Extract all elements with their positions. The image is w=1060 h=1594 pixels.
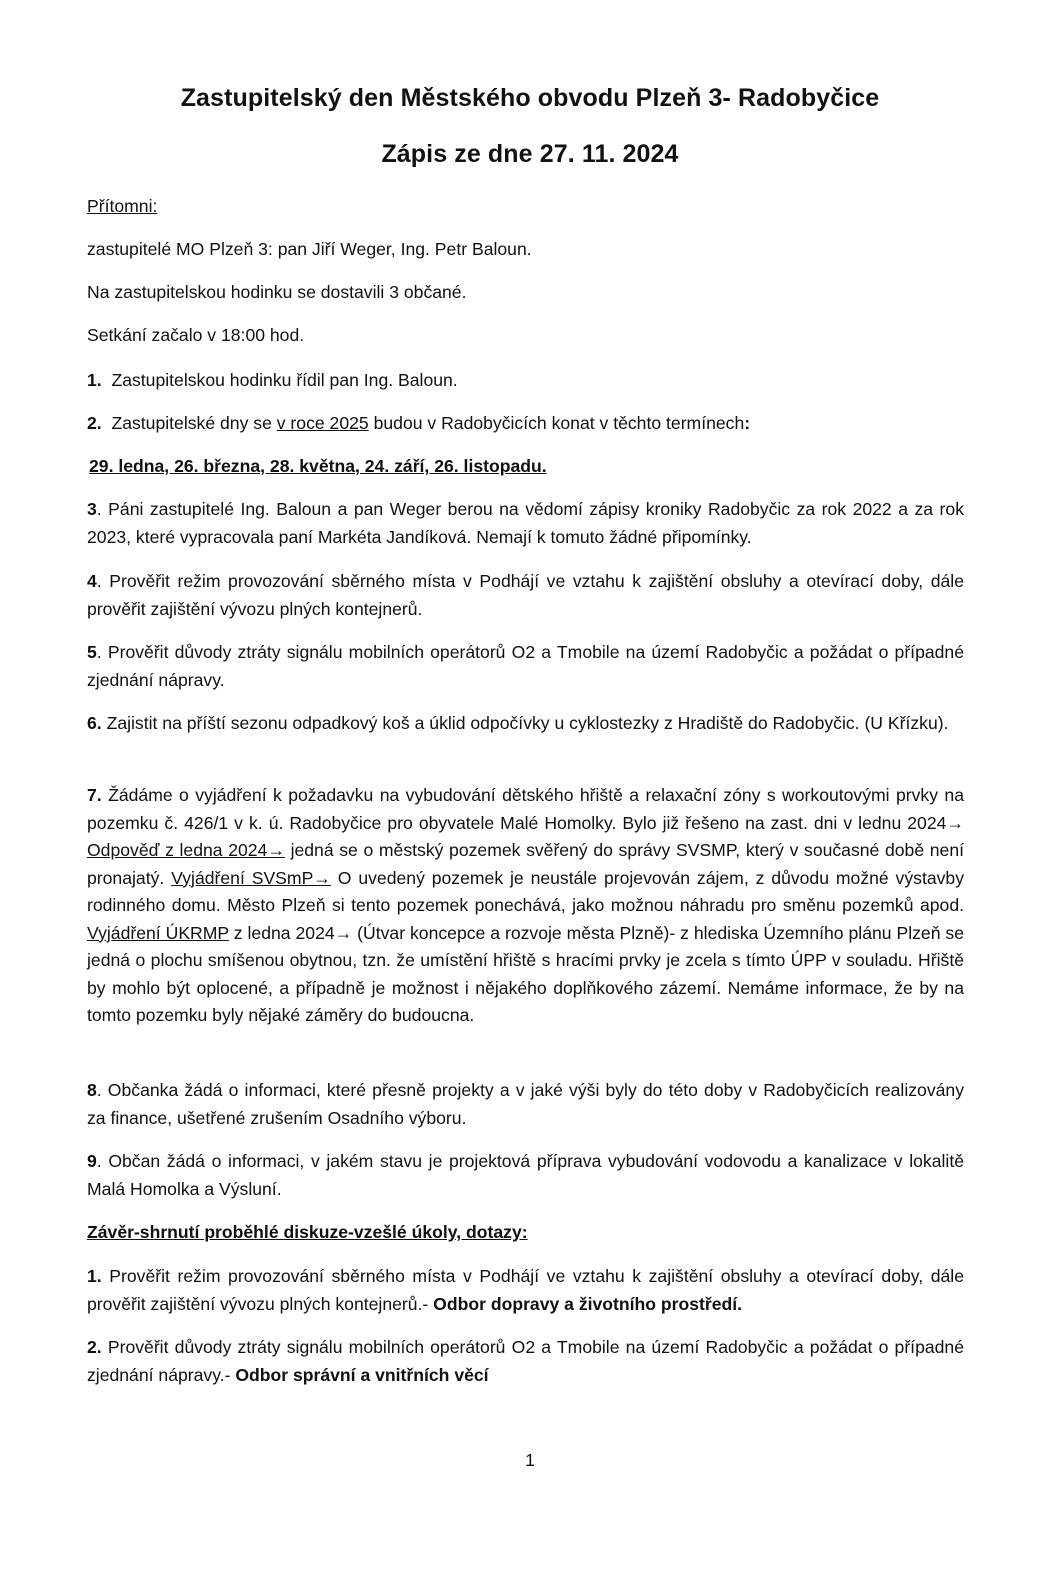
item-number: 4 <box>87 571 97 591</box>
item-text: . Občanka žádá o informaci, které přesně projekty a v jaké výši byly do této doby v Radobyčicích realizovány za finance, ušetřené zrušením Osadního výboru. <box>87 1080 964 1128</box>
item-text: . Páni zastupitelé Ing. Baloun a pan Weger berou na vědomí zápisy kroniky Radobyčic za rok 2022 a za rok 2023, které vypracovala paní Markéta Jandíková. Nemají k tomuto žádné připomínky. <box>87 499 964 547</box>
present-label: Přítomni: <box>87 196 158 216</box>
item-text: O uvedený pozemek je neustále projevován zájem, z důvodu možné výstavby rodinného domu. Město Plzeň si tento pozemek ponechává, jako možnou náhradu pro směnu pozemků apod. <box>87 867 965 915</box>
document-date-title: Zápis ze dne 27. 11. 2024 <box>381 140 679 168</box>
document-title: Zastupitelský den Městského obvodu Plzeň 3- Radobyčice <box>180 84 880 112</box>
item-number: 9 <box>87 1151 97 1171</box>
item-text: Zajistit na příští sezonu odpadkový koš a úklid odpočívky u cyklostezky z Hradiště do Radobyčic. (U Křízku). <box>101 713 949 733</box>
ukrmp-statement-link[interactable]: Vyjádření ÚKRMP <box>87 922 229 943</box>
item-text: . Občan žádá o informaci, v jakém stavu je projektová příprava vybudování vodovodu a kanalizace v lokalitě Malá Homolka a Výsluní. <box>87 1151 964 1199</box>
item-4 <box>87 568 964 623</box>
start-time-line: Setkání začalo v 18:00 hod. <box>87 325 305 345</box>
meeting-dates: 29. ledna, 26. března, 28. května, 24. září, 26. listopadu. <box>89 456 547 476</box>
item-text: Zastupitelské dny se <box>111 413 277 433</box>
responsible-department: Odbor dopravy a životního prostředí. <box>433 1293 743 1314</box>
item-6 <box>87 710 964 738</box>
item-number: 1. <box>87 1266 102 1286</box>
item-1 <box>87 367 964 395</box>
representatives-line: zastupitelé MO Plzeň 3: pan Jiří Weger, Ing. Petr Baloun. <box>87 239 532 259</box>
responsible-department: Odbor správní a vnitřních věcí <box>235 1364 489 1385</box>
item-text: Prověřit režim provozování sběrného místa v Podhájí ve vztahu k zajištění obsluhy a otevírací doby, dále prověřit zajištění vývozu plných kontejnerů.- <box>87 1266 964 1314</box>
item-number: 8 <box>87 1080 97 1100</box>
summary-item-2 <box>87 1334 964 1389</box>
summary-heading: Závěr-shrnutí proběhlé diskuze-vzešlé úkoly, dotazy: <box>87 1222 528 1242</box>
item-8 <box>87 1077 964 1132</box>
item-9 <box>87 1148 964 1203</box>
citizens-line: Na zastupitelskou hodinku se dostavili 3 občané. <box>87 282 467 302</box>
item-number: 7. <box>87 785 102 805</box>
item-text: Zastupitelskou hodinku řídil pan Ing. Baloun. <box>111 370 458 390</box>
item-text: Prověřit důvody ztráty signálu mobilních operátorů O2 a Tmobile na území Radobyčic a požádat o případné zjednání nápravy.- <box>87 1337 964 1385</box>
item-2 <box>87 410 964 438</box>
item-number: 2. <box>87 413 102 433</box>
item-3 <box>87 496 964 551</box>
item-text: budou v Radobyčicích konat v těchto termínech <box>368 413 745 433</box>
item-text: . Prověřit důvody ztráty signálu mobilních operátorů O2 a Tmobile na území Radobyčic a požádat o případné zjednání nápravy. <box>87 642 964 690</box>
response-link[interactable]: Odpověď z ledna 2024→ <box>87 840 285 860</box>
item-number: 5 <box>87 642 97 662</box>
item-text: Žádáme o vyjádření k požadavku na vybudování dětského hřiště a relaxační zóny s workoutovými prvky na pozemku č. 426/1 v k. ú. Radobyčice pro obyvatele Malé Homolky. Bylo již řešeno na zast. dni v lednu 2024→ <box>87 785 964 833</box>
colon: : <box>744 413 751 433</box>
item-text: jedná se o městský pozemek svěřený do správy SVSMP, který v současné době není pronajatý. <box>87 840 964 888</box>
item-number: 3 <box>87 499 97 519</box>
item-number: 1. <box>87 370 102 390</box>
item-7 <box>87 782 964 1030</box>
item-text: . Prověřit režim provozování sběrného místa v Podhájí ve vztahu k zajištění obsluhy a otevírací doby, dále prověřit zajištění vývozu plných kontejnerů. <box>87 571 964 619</box>
year-link[interactable]: v roce 2025 <box>276 413 369 433</box>
item-text: z ledna 2024→ (Útvar koncepce a rozvoje města Plzně)- z hlediska Územního plánu Plzeň se jedná o plochu smíšenou obytnou, tzn. že umístění hřiště s hracími prvky je zcela s tímto ÚPP v souladu. Hřiště by mohlo být oplocené, a případně je možnost i nějakého doplňkového zázemí. Nemáme informace, že by na tomto pozemku byly nějaké záměry do budoucna. <box>87 922 965 1025</box>
item-number: 2. <box>87 1337 102 1357</box>
item-5 <box>87 639 964 694</box>
summary-item-1 <box>87 1263 964 1318</box>
page-number: 1 <box>525 1450 535 1470</box>
svsmp-statement-link[interactable]: Vyjádření SVSmP→ <box>171 867 331 888</box>
item-number: 6. <box>87 713 102 733</box>
